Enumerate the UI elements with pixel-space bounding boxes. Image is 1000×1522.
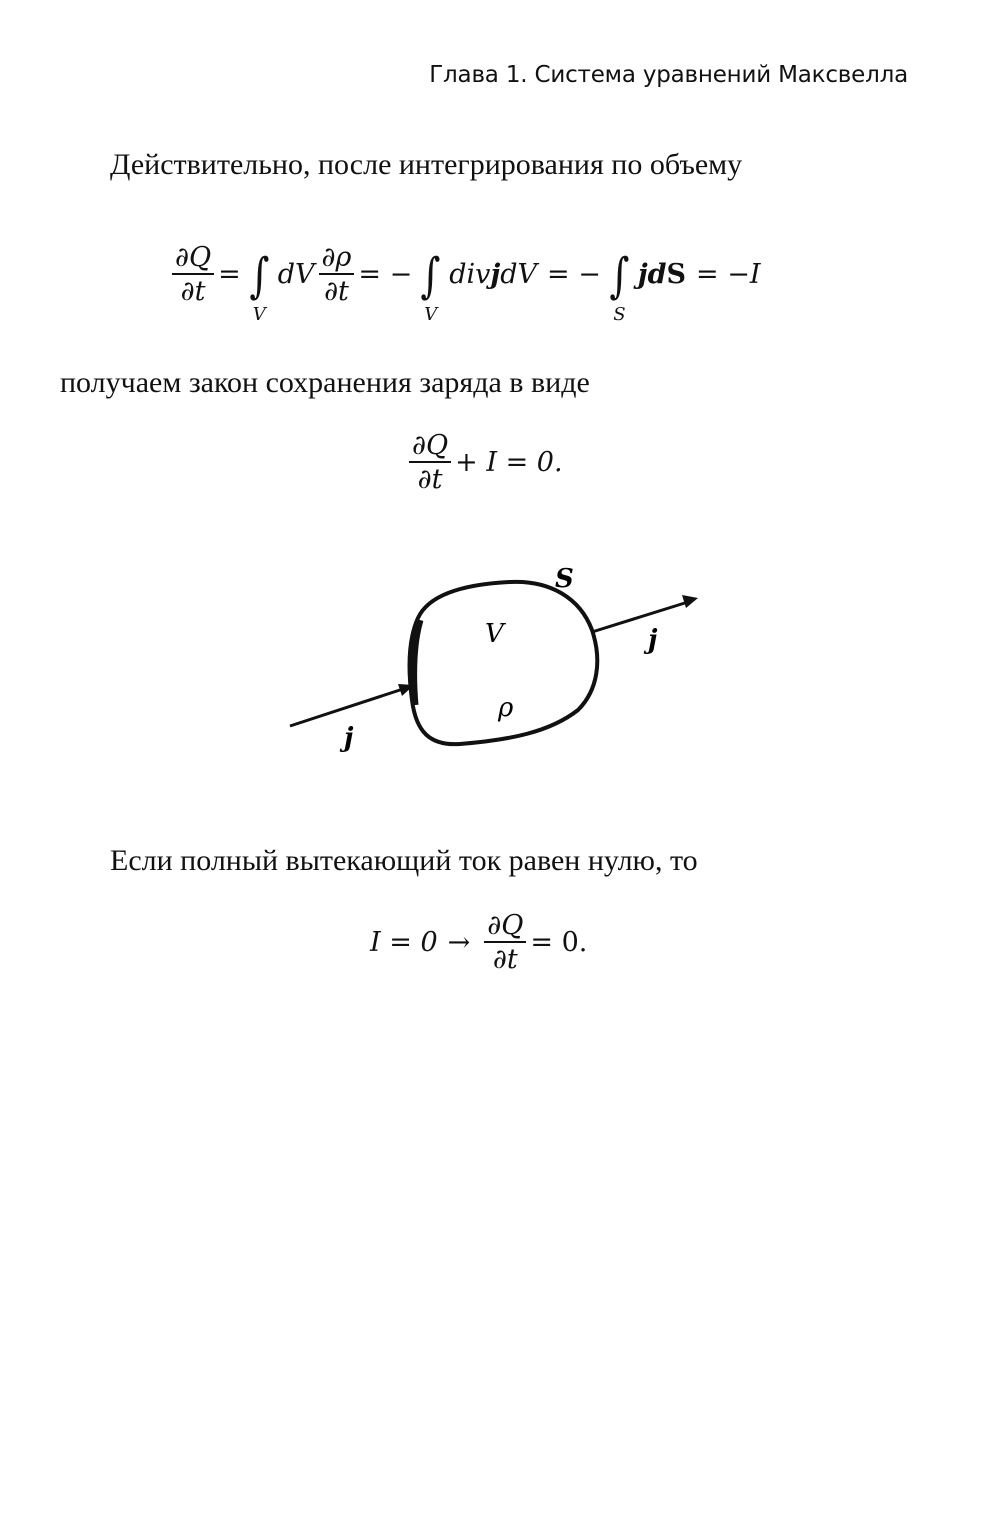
label-V: V <box>485 619 504 649</box>
integral-limit: V <box>424 304 438 325</box>
differential: dV <box>500 258 538 290</box>
arrow-j-out-head <box>682 595 698 608</box>
integral-sign: ∫ <box>609 248 630 304</box>
integral-volume <box>418 248 443 325</box>
arrow-j-in-line <box>290 688 406 726</box>
numerator: ∂Q <box>175 241 212 273</box>
numerator: ∂Q <box>412 430 449 461</box>
label-S: S <box>555 564 574 594</box>
chapter-header: Глава 1. Система уравнений Максвелла <box>429 62 908 88</box>
integral-sign: ∫ <box>420 248 441 304</box>
integral-sign: ∫ <box>249 248 270 304</box>
fraction-dQ-dt <box>409 432 451 493</box>
numerator: ∂Q <box>487 910 524 941</box>
paragraph-conservation: получаем закон сохранения заряда в виде <box>60 366 590 399</box>
equation-zero-current <box>370 912 587 973</box>
arrow-j-out-line <box>592 602 688 632</box>
equation-conservation <box>405 432 563 493</box>
integral-limit: S <box>613 304 626 325</box>
denominator: ∂t <box>180 275 206 307</box>
denominator: ∂t <box>324 275 349 307</box>
fraction-dQ-dt <box>484 912 526 973</box>
label-rho: ρ <box>498 693 514 723</box>
equation-rest: + I = 0. <box>455 447 563 478</box>
numerator: ∂ρ <box>321 241 352 273</box>
integral-volume <box>247 248 272 325</box>
integral-limit: V <box>252 304 266 325</box>
label-j-out: j <box>648 625 658 655</box>
equation-lhs: I = 0 <box>370 927 438 958</box>
equation-integral <box>168 238 761 325</box>
denominator: ∂t <box>492 944 518 975</box>
equals-minus-I: = −I <box>696 258 761 290</box>
equals-minus: = − <box>358 258 413 290</box>
equals-minus: = − <box>547 258 601 290</box>
vector-j-d: jd <box>637 258 667 290</box>
paragraph-zero-current: Если полный вытекающий ток равен нулю, то <box>110 844 698 877</box>
surface-thick-segment <box>414 620 420 705</box>
vector-j: j <box>490 258 501 290</box>
integral-surface <box>607 248 632 325</box>
differential: dV <box>277 258 315 290</box>
implies-arrow: → <box>447 927 471 958</box>
paragraph-integration: Действительно, после интегрирования по объему <box>110 148 743 181</box>
charge-volume-diagram <box>280 560 720 790</box>
equals-sign: = <box>218 258 241 290</box>
vector-S: S <box>666 258 687 290</box>
equation-rest: = 0. <box>530 927 588 958</box>
fraction-drho-dt <box>319 241 355 307</box>
div-operator: div <box>449 258 491 290</box>
fraction-dQ-dt <box>172 241 214 307</box>
label-j-in: j <box>344 723 354 753</box>
denominator: ∂t <box>417 464 443 495</box>
